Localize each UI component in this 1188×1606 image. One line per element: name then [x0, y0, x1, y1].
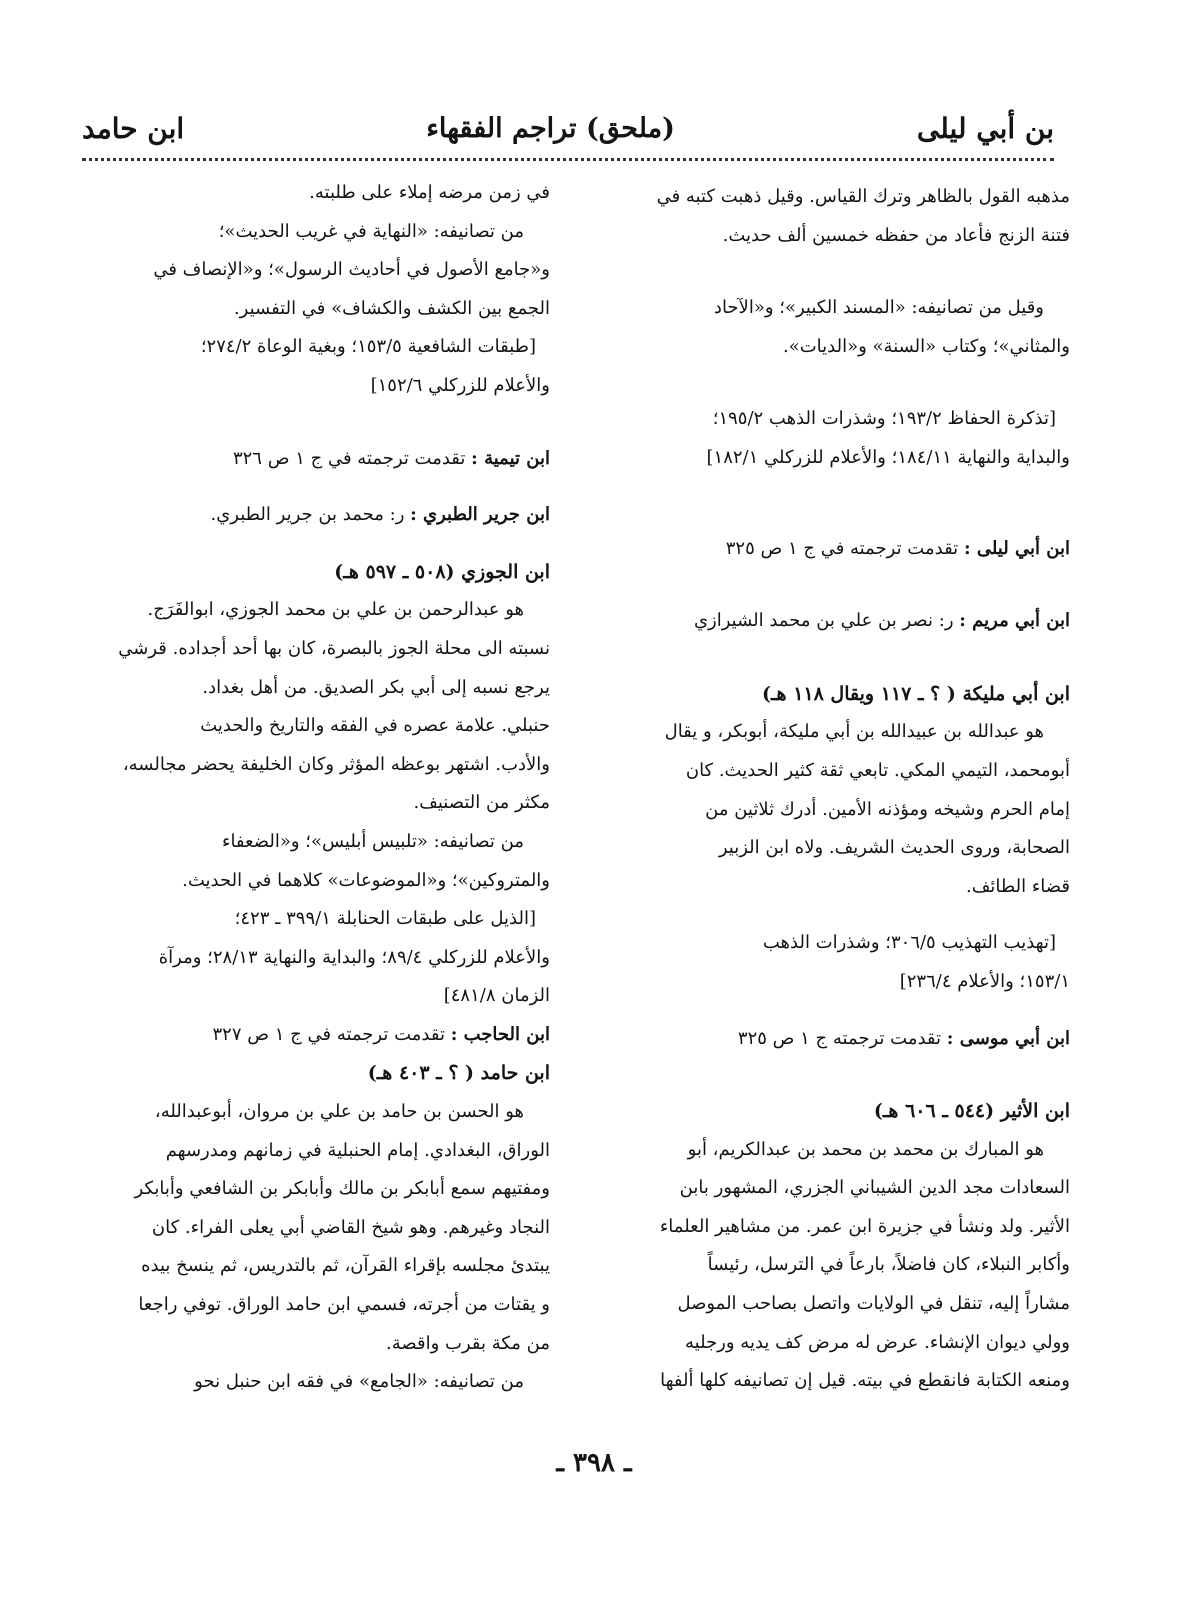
text-line: مشاراً إليه، تنقل في الولايات واتصل بصاحب الموصل — [677, 1293, 1070, 1315]
text-line: هو عبدالله بن عبيدالله بن أبي مليكة، أبوبكر، و يقال — [664, 721, 1044, 743]
entry-heading: ابن حامد ( ؟ ـ ٤٠٣ هـ) — [367, 1062, 550, 1085]
text-line: وأكابر النبلاء، كان فاضلاً، بارعاً في الترسل، رئيساً — [707, 1254, 1070, 1276]
reference-line: [تذكرة الحفاظ ١٩٣/٢؛ وشذرات الذهب ١٩٥/٢؛ — [712, 408, 1056, 430]
entry-ibn-abi-musa — [610, 1020, 1070, 1059]
entry-name: ابن الحاجب : — [450, 1023, 550, 1045]
entry-ibn-al-hajib — [90, 1016, 550, 1055]
text-line: والمتروكين»؛ و«الموضوعات» كلاهما في الحديث. — [182, 869, 550, 891]
entry-heading: ابن الأثير (٥٤٤ ـ ٦٠٦ هـ) — [873, 1100, 1070, 1123]
entry-heading: ابن أبي مليكة ( ؟ ـ ١١٧ ويقال ١١٨ هـ) — [761, 682, 1070, 705]
reference-line: والأعلام للزركلي ٨٩/٤؛ والبداية والنهاية ٢٨/١٣؛ ومرآة — [158, 946, 550, 968]
text-line: يبتدئ مجلسه بإقراء القرآن، ثم بالتدريس، ثم ينسخ بيده — [141, 1255, 550, 1277]
entry-heading: ابن الجوزي (٥٠٨ ـ ٥٩٧ هـ) — [334, 560, 550, 583]
reference-line: [الذيل على طبقات الحنابلة ٣٩٩/١ ـ ٤٢٣؛ — [234, 908, 536, 930]
text-line: الجمع بين الكشف والكشاف» في التفسير. — [233, 297, 550, 319]
text-line: من تصانيفه: «النهاية في غريب الحديث»؛ — [218, 220, 524, 242]
entry-text: تقدمت ترجمته ج ١ ص ٣٢٥ — [737, 1027, 942, 1049]
text-line: يرجع نسبه إلى أبي بكر الصديق. من أهل بغداد. — [202, 676, 550, 698]
text-line: من تصانيفه: «تلبيس أبليس»؛ و«الضعفاء — [221, 830, 524, 852]
text-line: هو عبدالرحمن بن علي بن محمد الجوزي، ابوالفَرَج. — [147, 599, 524, 621]
text-line: حنبلي. علامة عصره في الفقه والتاريخ والحديث — [200, 715, 550, 737]
reference-line: ١٥٣/١؛ والأعلام ٢٣٦/٤] — [899, 970, 1070, 992]
text-line: والأدب. اشتهر بوعظه المؤثر وكان الخليفة يحضر مجالسه، — [122, 753, 550, 775]
entry-name: ابن أبي مريم : — [959, 610, 1070, 632]
text-line: أبومحمد، التيمي المكي. تابعي ثقة كثير الحديث. كان — [685, 759, 1070, 781]
entry-text: تقدمت ترجمته في ج ١ ص ٣٢٦ — [232, 447, 466, 469]
text-line: إمام الحرم وشيخه ومؤذنه الأمين. أدرك ثلاثين من — [705, 798, 1070, 820]
text-line: في زمن مرضه إملاء على طلبته. — [309, 182, 550, 203]
running-header — [82, 100, 1054, 156]
text-line: فتنة الزنج فأعاد من حفظه خمسين ألف حديث. — [722, 224, 1070, 246]
right-column — [610, 178, 1070, 1401]
text-line: الصحابة، وروى الحديث الشريف. ولاه ابن الزبير — [718, 837, 1070, 859]
entry-text: تقدمت ترجمته في ج ١ ص ٣٢٧ — [212, 1023, 445, 1045]
text-line: هو المبارك بن محمد بن محمد بن عبدالكريم، أبو — [687, 1138, 1044, 1160]
entry-name: ابن أبي موسى : — [946, 1027, 1070, 1049]
text-line: مذهبه القول بالظاهر وترك القياس. وقيل ذهبت كتبه في — [656, 186, 1070, 207]
text-line: النجاد وغيرهم. وهو شيخ القاضي أبي يعلى الفراء. كان — [151, 1216, 550, 1238]
text-line: والمثاني»؛ وكتاب «السنة» و«الديات». — [783, 335, 1070, 357]
entry-ibn-abi-layla — [610, 530, 1070, 569]
text-line: نسبته الى محلة الجوز بالبصرة، كان بها أحد أجداده. قرشي — [118, 637, 550, 659]
page-number: ـ ٣٩٨ ـ — [556, 1448, 632, 1478]
reference-line: الزمان ٤٨١/٨] — [443, 985, 550, 1007]
entry-name: ابن جرير الطبري : — [410, 504, 550, 526]
text-line: وقيل من تصانيفه: «المسند الكبير»؛ و«الآحاد — [713, 297, 1044, 319]
text-line: و يقتات من أجرته، فسمي ابن حامد الوراق. توفي راجعا — [138, 1294, 550, 1316]
text-line: وولي ديوان الإنشاء. عرض له مرض كف يديه ورجليه — [685, 1331, 1070, 1353]
entry-ibn-taymiyya — [90, 440, 550, 479]
entry-ibn-jarir-al-tabari — [90, 496, 550, 535]
entry-text: ر: نصر بن علي بن محمد الشيرازي — [693, 610, 954, 632]
entry-text: تقدمت ترجمته في ج ١ ص ٣٢٥ — [725, 537, 959, 559]
entry-text: ر: محمد بن جرير الطبري. — [210, 504, 405, 526]
reference-line: [طبقات الشافعية ١٥٣/٥؛ وبغية الوعاة ٢٧٤/٢؛ — [200, 336, 536, 358]
header-left-name: ابن حامد — [82, 111, 185, 145]
reference-line: [تهذيب التهذيب ٣٠٦/٥؛ وشذرات الذهب — [762, 932, 1056, 954]
reference-line: والأعلام للزركلي ١٥٢/٦] — [370, 374, 550, 396]
header-title: (ملحق) تراجم الفقهاء — [426, 112, 675, 144]
entry-ibn-abi-maryam — [610, 602, 1070, 641]
text-line: من مكة بقرب واقصة. — [385, 1332, 550, 1354]
text-line: ومفتيهم سمع أبابكر بن مالك وأبابكر بن الشافعي وأبابكر — [134, 1178, 550, 1200]
text-line: الوراق، البغدادي. إمام الحنبلية في زمانهم ومدرسهم — [165, 1139, 550, 1161]
entry-name: ابن أبي ليلى : — [963, 537, 1070, 559]
text-line: من تصانيفه: «الجامع» في فقه ابن حنبل نحو — [194, 1371, 524, 1393]
left-column — [90, 174, 550, 1402]
header-right-name: بن أبي ليلى — [916, 111, 1054, 145]
text-line: و«جامع الأصول في أحاديث الرسول»؛ و«الإنصاف في — [153, 259, 550, 281]
text-line: السعادات مجد الدين الشيباني الجزري، المشهور بابن — [679, 1177, 1070, 1199]
text-line: قضاء الطائف. — [966, 875, 1070, 897]
text-line: مكثر من التصنيف. — [413, 792, 550, 814]
text-line: الأثير. ولد ونشأ في جزيرة ابن عمر. من مشاهير العلماء — [659, 1215, 1070, 1237]
header-dotted-rule — [82, 158, 1054, 161]
entry-name: ابن تيمية : — [471, 447, 550, 469]
reference-line: والبداية والنهاية ١٨٤/١١؛ والأعلام للزركلي ١٨٢/١] — [706, 446, 1070, 468]
text-line: هو الحسن بن حامد بن علي بن مروان، أبوعبدالله، — [154, 1101, 524, 1123]
text-line: ومنعه الكتابة فانقطع في بيته. قيل إن تصانيفه كلها ألفها — [660, 1370, 1070, 1392]
